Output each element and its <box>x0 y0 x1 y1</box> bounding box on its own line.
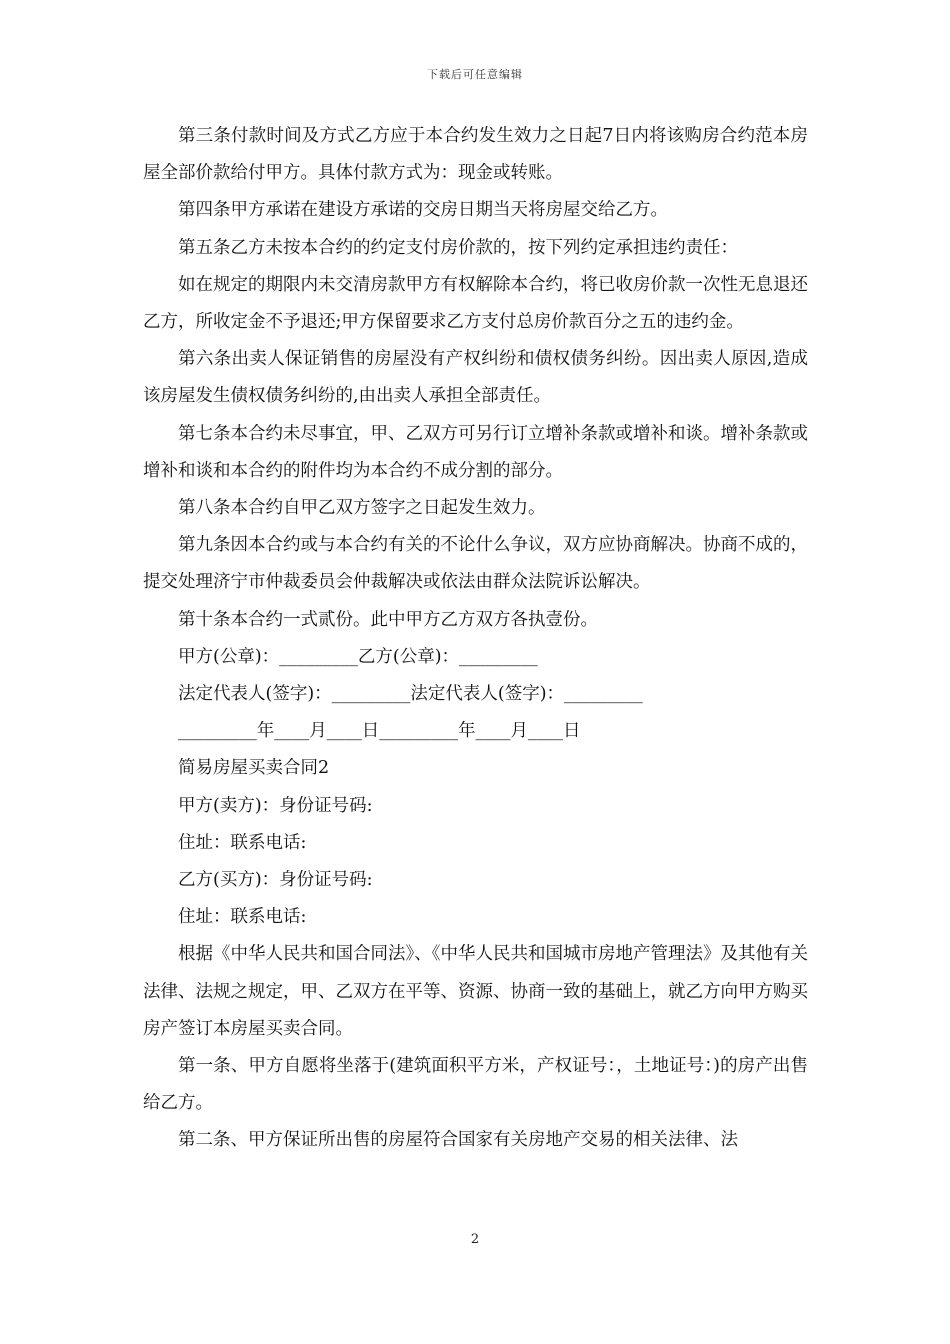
paragraph-article-7: 第七条本合约未尽事宜，甲、乙双方可另行订立增补条款或增补和谈。增补条款或增补和谈和本合约的附件均为本合约不成分割的部分。 <box>143 423 808 481</box>
paragraph-article-10: 第十条本合约一式贰份。此中甲方乙方双方各执壹份。 <box>178 609 598 630</box>
page-number: 2 <box>470 1232 480 1247</box>
paragraph-article-5-detail: 如在规定的期限内未交清房款甲方有权解除本合约，将已收房价款一次性无息退还乙方，所收定金不予退还;甲方保留要求乙方支付总房价款百分之五的违约金。 <box>143 274 808 333</box>
paragraph-article-9: 第九条因本合约或与本合约有关的不论什么争议，双方应协商解决。协商不成的，提交处理济宁市仲裁委员会仲裁解决或依法由群众法院诉讼解决。 <box>143 535 808 593</box>
party-a-id-line: 甲方(卖方)：身份证号码: <box>178 795 373 816</box>
document-body <box>143 118 808 1160</box>
paragraph-article-1: 第一条、甲方自愿将坐落于(建筑面积平方米，产权证号：，土地证号：)的房产出售给乙方。 <box>143 1056 808 1114</box>
page-header-note: 下载后可任意编辑 <box>427 68 523 81</box>
signature-date-line: _________年____月____日_________年____月____日 <box>178 721 581 742</box>
party-a-address-line: 住址：联系电话: <box>178 832 307 853</box>
paragraph-article-2: 第二条、甲方保证所出售的房屋符合国家有关房地产交易的相关法律、法 <box>178 1130 738 1151</box>
paragraph-article-5: 第五条乙方未按本合约的约定支付房价款的，按下列约定承担违约责任： <box>178 237 738 258</box>
paragraph-article-8: 第八条本合约自甲乙双方签字之日起发生效力。 <box>178 498 546 519</box>
signature-seal-line: 甲方(公章)：_________乙方(公章)：_________ <box>178 646 538 667</box>
paragraph-article-4: 第四条甲方承诺在建设方承诺的交房日期当天将房屋交给乙方。 <box>178 200 668 221</box>
paragraph-article-6: 第六条出卖人保证销售的房屋没有产权纠纷和债权债务纠纷。因出卖人原因,造成该房屋发生债权债务纠纷的,由出卖人承担全部责任。 <box>143 349 808 407</box>
signature-representative-line: 法定代表人(签字)：_________法定代表人(签字)：_________ <box>178 684 643 705</box>
paragraph-article-3: 第三条付款时间及方式乙方应于本合约发生效力之日起7日内将该购房合约范本房屋全部价款给付甲方。具体付款方式为：现金或转账。 <box>143 126 808 184</box>
contract-2-title: 简易房屋买卖合同2 <box>178 758 330 779</box>
party-b-address-line: 住址：联系电话: <box>178 907 307 928</box>
party-b-id-line: 乙方(买方)：身份证号码: <box>178 870 373 891</box>
paragraph-legal-basis: 根据《中华人民共和国合同法》、《中华人民共和国城市房地产管理法》及其他有关法律、法规之规定，甲、乙双方在平等、资源、协商一致的基础上，就乙方向甲方购买房产签订本房屋买卖合同。 <box>143 944 808 1039</box>
